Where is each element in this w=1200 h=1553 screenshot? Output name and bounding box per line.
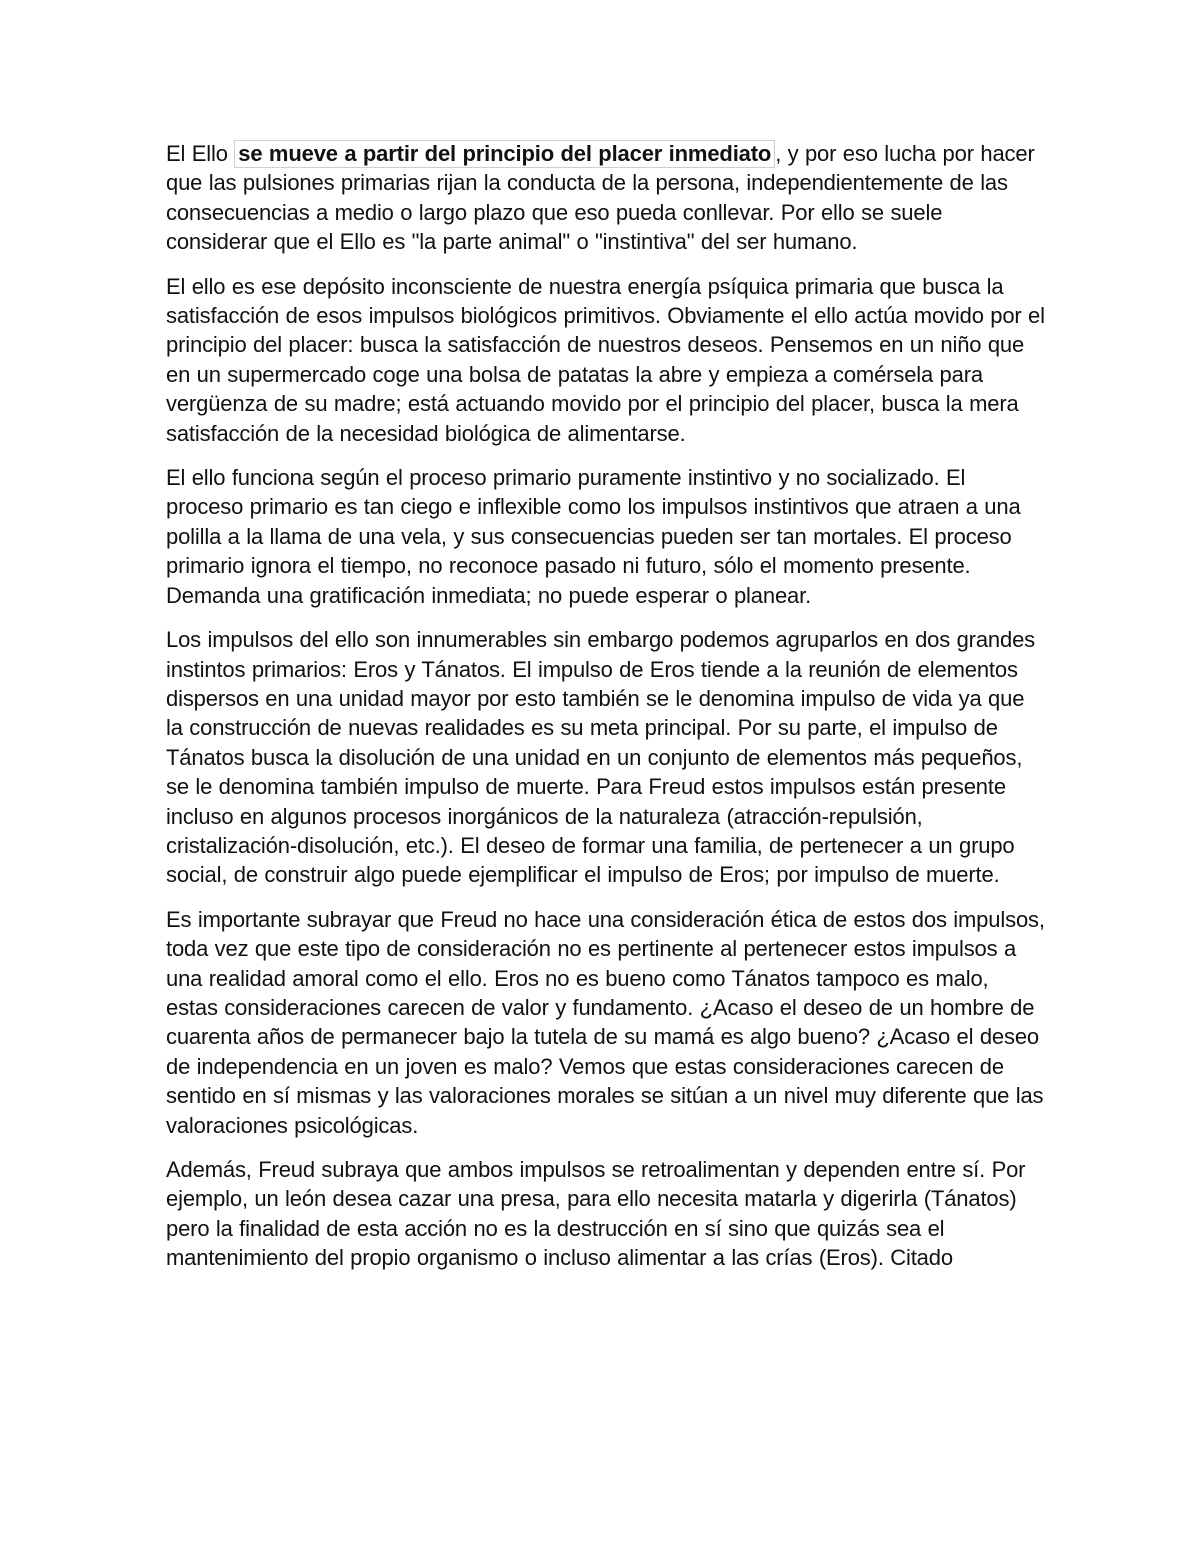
paragraph-proceso-primario: El ello funciona según el proceso primario puramente instintivo y no socializado. El proceso primario es tan ciego e inflexible como los impulsos instintivos que atraen a una polilla a la llama de una vela, y sus consecuencias pueden ser tan mortales. El proceso primario ignora el tiempo, no reconoce pasado ni futuro, sólo el momento presente. Demanda una gratificación inmediata; no puede esperar o planear. [166, 465, 1021, 608]
paragraph-consideracion-etica: Es importante subrayar que Freud no hace una consideración ética de estos dos impulsos, toda vez que este tipo de consideración no es pertinente al pertenecer estos impulsos a una realidad amoral como el ello. Eros no es bueno como Tánatos tampoco es malo, estas consideraciones carecen de valor y fundamento. ¿Acaso el deseo de un hombre de cuarenta años de permanecer bajo la tutela de su mamá es algo bueno? ¿Acaso el deseo de independencia en un joven es malo? Vemos que estas consideraciones carecen de sentido en sí mismas y las valoraciones morales se sitúan a un nivel muy diferente que las valoraciones psicológicas. [166, 906, 1045, 1138]
paragraph-retroalimentacion: Además, Freud subraya que ambos impulsos se retroalimentan y dependen entre sí. Por ejemplo, un león desea cazar una presa, para ello necesita matarla y digerirla (Tánatos) pero la finalidad de esta acción no es la destrucción en sí sino que quizás sea el mantenimiento del propio organismo o incluso alimentar a las crías (Eros). Citado [166, 1157, 1026, 1271]
paragraph-1-start: El Ello [166, 141, 235, 166]
paragraph-eros-tanatos: Los impulsos del ello son innumerables sin embargo podemos agruparlos en dos grandes instintos primarios: Eros y Tánatos. El impulso de Eros tiende a la reunión de elementos dispersos en una unidad mayor por esto también se le denomina impulso de vida ya que la construcción de nuevas realidades es su meta principal. Por su parte, el impulso de Tánatos busca la disolución de una unidad en un conjunto de elementos más pequeños, se le denomina también impulso de muerte. Para Freud estos impulsos están presente incluso en algunos procesos inorgánicos de la naturaleza (atracción-repulsión, cristalización-disolución, etc.). El deseo de formar una familia, de pertenecer a un grupo social, de construir algo puede ejemplificar el impulso de Eros; por impulso de muerte. [166, 627, 1036, 888]
paragraph-ello-placer [166, 139, 1046, 257]
paragraph-1-rest: , y por eso lucha por hacer que las pulsiones primarias rijan la conducta de la persona, independientemente de las consecuencias a medio o largo plazo que eso pueda conllevar. Por ello se suele considerar que el Ello es "la parte animal" o "instintiva" del ser humano. [166, 141, 1035, 255]
highlighted-phrase[interactable]: se mueve a partir del principio del placer inmediato [234, 140, 775, 168]
document-body [166, 139, 1046, 1288]
paragraph-ello-deposito: El ello es ese depósito inconsciente de nuestra energía psíquica primaria que busca la satisfacción de esos impulsos biológicos primitivos. Obviamente el ello actúa movido por el principio del placer: busca la satisfacción de nuestros deseos. Pensemos en un niño que en un supermercado coge una bolsa de patatas la abre y empieza a comérsela para vergüenza de su madre; está actuando movido por el principio del placer, busca la mera satisfacción de la necesidad biológica de alimentarse. [166, 273, 1045, 446]
